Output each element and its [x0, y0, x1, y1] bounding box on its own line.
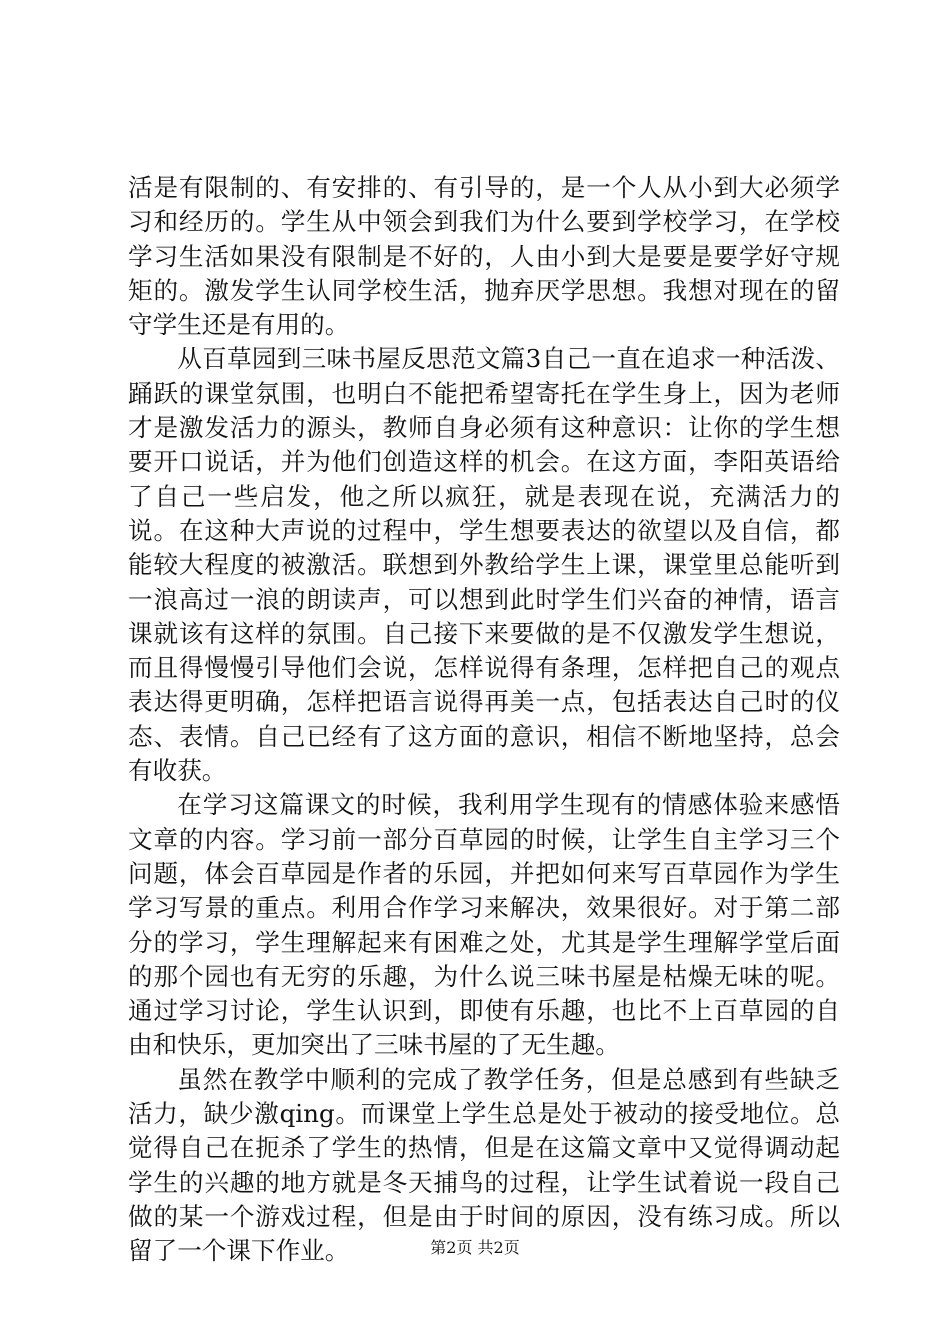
document-body [128, 171, 840, 1269]
paragraph: 从百草园到三味书屋反思范文篇3自己一直在追求一种活泼、踊跃的课堂氛围，也明白不能把希望寄托在学生身上，因为老师才是激发活力的源头，教师自身必须有这种意识：让你的学生想要开口说话，并为他们创造这样的机会。在这方面，李阳英语给了自己一些启发，他之所以疯狂，就是表现在说，充满活力的说。在这种大声说的过程中，学生想要表达的欲望以及自信，都能较大程度的被激活。联想到外教给学生上课，课堂里总能听到一浪高过一浪的朗读声，可以想到此时学生们兴奋的神情，语言课就该有这样的氛围。自己接下来要做的是不仅激发学生想说，而且得慢慢引导他们会说，怎样说得有条理，怎样把自己的观点表达得更明确，怎样把语言说得再美一点，包括表达自己时的仪态、表情。自己已经有了这方面的意识，相信不断地坚持，总会有收获。 [128, 344, 840, 786]
paragraph: 在学习这篇课文的时候，我利用学生现有的情感体验来感悟文章的内容。学习前一部分百草园的时候，让学生自主学习三个问题，体会百草园是作者的乐园，并把如何来写百草园作为学生学习写景的重点。利用合作学习来解决，效果很好。对于第二部分的学习，学生理解起来有困难之处，尤其是学生理解学堂后面的那个园也有无穷的乐趣，为什么说三味书屋是枯燥无味的呢。通过学习讨论，学生认识到，即使有乐趣，也比不上百草园的自由和快乐，更加突出了三味书屋的了无生趣。 [128, 790, 840, 1060]
paragraph: 虽然在教学中顺利的完成了教学任务，但是总感到有些缺乏活力，缺少激qing。而课堂上学生总是处于被动的接受地位。总觉得自己在扼杀了学生的热情，但是在这篇文章中又觉得调动起学生的兴趣的地方就是冬天捕鸟的过程，让学生试着说一段自己做的某一个游戏过程，但是由于时间的原因，没有练习成。所以留了一个课下作业。 [128, 1064, 840, 1266]
page-number-footer: 第2页 共2页 [430, 1238, 520, 1257]
paragraph: 活是有限制的、有安排的、有引导的，是一个人从小到大必须学习和经历的。学生从中领会到我们为什么要到学校学习，在学校学习生活如果没有限制是不好的，人由小到大是要是要学好守规矩的。激发学生认同学校生活，抛弃厌学思想。我想对现在的留守学生还是有用的。 [128, 173, 840, 340]
